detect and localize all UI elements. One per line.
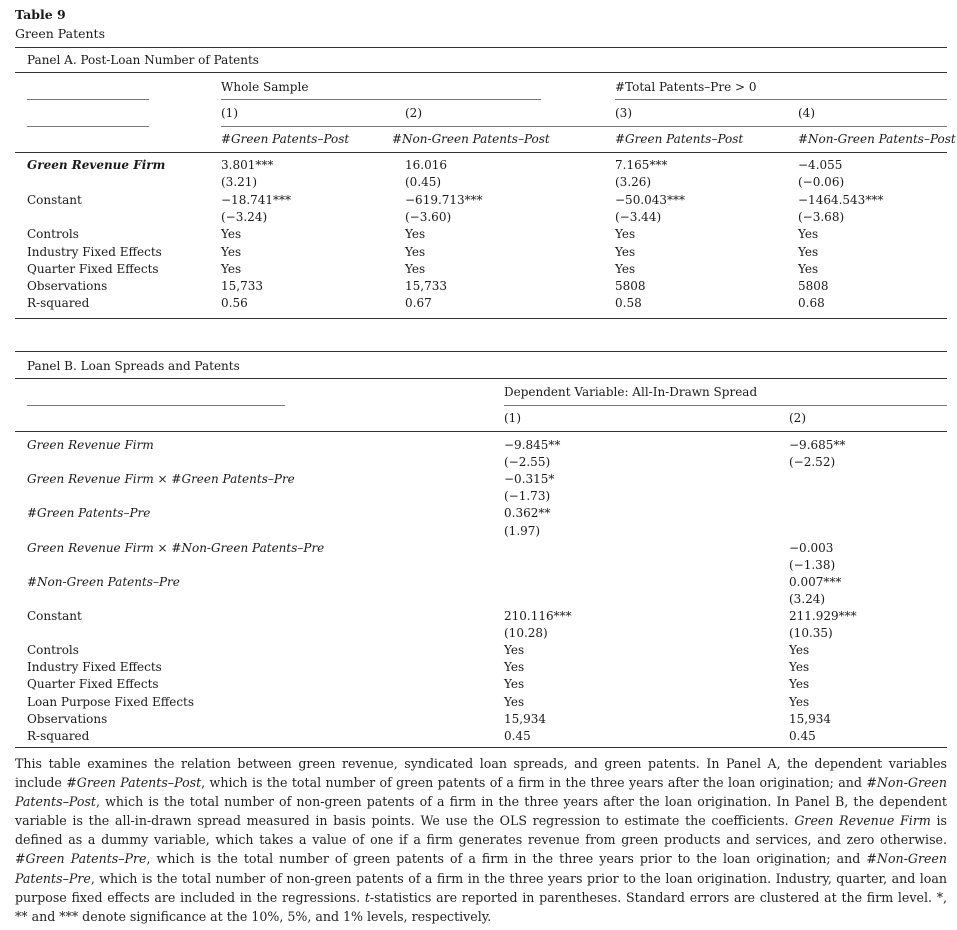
divider — [27, 405, 285, 406]
panel-a-cell: −1464.543*** — [798, 192, 884, 207]
divider — [221, 99, 541, 100]
panel-a-cell: 5808 — [798, 279, 829, 294]
panel-b-cell: Yes — [789, 694, 810, 709]
panel-a-cell: Yes — [798, 244, 819, 259]
panel-a-cell: Yes — [798, 227, 819, 242]
panel-a-col-var: #Non-Green Patents–Post — [392, 132, 550, 146]
panel-a-cell: (3.21) — [221, 175, 258, 190]
caption-segment: t — [364, 889, 370, 905]
caption-segment: , which is the total number of green patents of a firm in the three years after the loan origination; and — [201, 775, 867, 791]
caption-segment: #Green Patents–Post — [66, 775, 202, 791]
panel-a-cell: 0.58 — [615, 296, 642, 311]
panel-a-cell: (−3.24) — [221, 209, 268, 224]
caption-segment: #Non-Green Patents–Pre — [15, 851, 947, 886]
panel-a-cell: (−3.60) — [405, 209, 452, 224]
divider — [504, 405, 947, 406]
panel-b-cell: −9.685** — [789, 438, 846, 452]
panel-b-row-label: Green Revenue Firm × #Non-Green Patents–Pre — [27, 540, 325, 555]
divider — [15, 47, 947, 48]
panel-b-cell: (3.24) — [789, 591, 826, 606]
panel-a-cell: 16.016 — [405, 158, 447, 172]
caption-segment: , which is the total number of green patents of a firm in the three years prior to the loan origination; and — [146, 851, 867, 867]
panel-a-row-label: R-squared — [27, 296, 90, 311]
panel-a-cell: Yes — [405, 227, 426, 242]
panel-a-cell: 5808 — [615, 279, 646, 294]
panel-b-title: Panel B. Loan Spreads and Patents — [27, 359, 240, 373]
divider — [15, 351, 947, 352]
caption-segment: This table examines the relation between green revenue, syndicated loan spreads, and green patents. In Panel A, the dependent variables include — [15, 756, 947, 791]
panel-b-cell: −0.315* — [504, 472, 555, 487]
divider — [27, 99, 149, 100]
divider — [615, 99, 947, 100]
panel-a-row-label: Constant — [27, 192, 82, 207]
caption-segment: #Green Patents–Pre — [15, 851, 147, 867]
dependent-variable-header: Dependent Variable: All-In-Drawn Spread — [504, 385, 758, 399]
panel-b-row-label: #Green Patents–Pre — [27, 506, 151, 521]
panel-a-cell: 0.67 — [405, 296, 432, 311]
panel-b-row-label: Controls — [27, 643, 79, 658]
panel-b-row-label: Constant — [27, 609, 82, 623]
panel-b-cell: Yes — [789, 643, 810, 658]
divider — [15, 318, 947, 319]
table-caption — [15, 754, 947, 926]
caption-segment: is defined as a dummy variable, which takes a value of one if a firm generates revenue from green products and services, and zero otherwise. — [15, 813, 947, 848]
panel-b-cell: 0.45 — [504, 728, 531, 743]
panel-a-col-num: (3) — [615, 106, 632, 120]
panel-b-cell: 210.116*** — [504, 609, 572, 623]
panel-b-cell: Yes — [504, 643, 525, 658]
divider — [15, 378, 947, 379]
panel-a-cell: 15,733 — [221, 279, 263, 294]
panel-b-cell: (−1.73) — [504, 489, 551, 504]
panel-a-cell: (0.45) — [405, 175, 442, 190]
panel-b-row-label: Green Revenue Firm — [27, 438, 154, 452]
panel-a-row-label: Green Revenue Firm — [27, 158, 166, 172]
panel-b-row-label: R-squared — [27, 728, 90, 743]
panel-b-cell: Yes — [504, 660, 525, 675]
panel-b-cell: 211.929*** — [789, 609, 857, 623]
panel-b-cell: Yes — [504, 694, 525, 709]
panel-b-cell: 0.45 — [789, 728, 816, 743]
panel-b-cell: (10.35) — [789, 626, 833, 641]
panel-a-row-label: Observations — [27, 279, 108, 294]
panel-b-cell: Yes — [789, 677, 810, 692]
panel-a-cell: −4.055 — [798, 158, 843, 172]
panel-a-row-label: Industry Fixed Effects — [27, 244, 162, 259]
panel-a-cell: (3.26) — [615, 175, 652, 190]
panel-a-cell: (−3.44) — [615, 209, 662, 224]
panel-b-row-label: Quarter Fixed Effects — [27, 677, 159, 692]
group-header-whole-sample: Whole Sample — [221, 80, 309, 94]
panel-a-cell: Yes — [615, 227, 636, 242]
panel-a-cell: Yes — [405, 244, 426, 259]
group-header-total-patents: #Total Patents–Pre > 0 — [615, 80, 757, 94]
panel-b-cell: 0.007*** — [789, 574, 842, 589]
panel-a-cell: −619.713*** — [405, 192, 483, 207]
panel-b-cell: 15,934 — [789, 711, 831, 726]
panel-b-cell: 0.362** — [504, 506, 551, 521]
panel-a-col-num: (2) — [405, 106, 422, 120]
panel-b-row-label: Observations — [27, 711, 108, 726]
panel-b-cell: (1.97) — [504, 523, 541, 538]
panel-a-cell: −18.741*** — [221, 192, 292, 207]
panel-b-cell: (10.28) — [504, 626, 548, 641]
panel-a-col-var: #Green Patents–Post — [615, 132, 744, 146]
panel-a-title: Panel A. Post-Loan Number of Patents — [27, 53, 259, 67]
caption-segment: , which is the total number of non-green patents of a firm in the three years after the loan origination. In Panel B, the dependent variable is the all-in-drawn spread measured in basis points. We use the OLS regression to estimate the coefficients. — [15, 794, 947, 829]
panel-b-cell: (−2.55) — [504, 455, 551, 470]
panel-a-row-label: Quarter Fixed Effects — [27, 261, 159, 276]
panel-b-row-label: Loan Purpose Fixed Effects — [27, 694, 195, 709]
panel-b-cell: 15,934 — [504, 711, 546, 726]
panel-a-cell: Yes — [221, 261, 242, 276]
panel-b-cell: −0.003 — [789, 540, 834, 555]
panel-a-cell: −50.043*** — [615, 192, 686, 207]
panel-a-cell: 3.801*** — [221, 158, 274, 172]
panel-a-cell: 0.56 — [221, 296, 248, 311]
table-label: Table 9 — [15, 7, 66, 22]
panel-a-cell: Yes — [221, 227, 242, 242]
panel-a-cell: Yes — [798, 261, 819, 276]
panel-b-cell: Yes — [789, 660, 810, 675]
table-title: Green Patents — [15, 26, 105, 41]
panel-a-cell: Yes — [615, 244, 636, 259]
panel-b-cell: (−2.52) — [789, 455, 836, 470]
panel-a-col-num: (1) — [221, 106, 238, 120]
caption-segment: Green Revenue Firm — [794, 813, 931, 829]
panel-a-col-var: #Green Patents–Post — [221, 132, 350, 146]
panel-a-row-label: Controls — [27, 227, 79, 242]
panel-a-cell: (−3.68) — [798, 209, 845, 224]
panel-a-cell: 7.165*** — [615, 158, 668, 172]
caption-segment: -statistics are reported in parentheses. Standard errors are clustered at the firm level. *, ** and *** denote significance at the 10%, 5%, and 1% levels, respectively. — [15, 889, 948, 924]
panel-a-col-var: #Non-Green Patents–Post — [798, 132, 956, 146]
divider — [15, 747, 947, 748]
divider — [15, 72, 947, 73]
panel-a-cell: 0.68 — [798, 296, 825, 311]
panel-b-col-num: (1) — [504, 411, 521, 425]
panel-a-cell: 15,733 — [405, 279, 447, 294]
panel-b-cell: Yes — [504, 677, 525, 692]
panel-a-cell: (−0.06) — [798, 175, 845, 190]
panel-a-cell: Yes — [615, 261, 636, 276]
divider — [27, 126, 149, 127]
panel-a-col-num: (4) — [798, 106, 815, 120]
panel-b-row-label: Industry Fixed Effects — [27, 660, 162, 675]
divider — [15, 152, 947, 153]
divider — [15, 431, 947, 432]
panel-b-cell: (−1.38) — [789, 557, 836, 572]
panel-b-cell: −9.845** — [504, 438, 561, 452]
divider — [221, 126, 947, 127]
panel-b-col-num: (2) — [789, 411, 806, 425]
panel-b-row-label: Green Revenue Firm × #Green Patents–Pre — [27, 472, 295, 487]
caption-segment: #Non-Green Patents–Post — [15, 775, 947, 810]
panel-a-cell: Yes — [221, 244, 242, 259]
panel-a-cell: Yes — [405, 261, 426, 276]
caption-segment: , which is the total number of non-green patents of a firm in the three years prior to the loan origination. Industry, quarter, and loan purpose fixed effects are included in the regressions. — [15, 870, 947, 905]
panel-b-row-label: #Non-Green Patents–Pre — [27, 574, 180, 589]
